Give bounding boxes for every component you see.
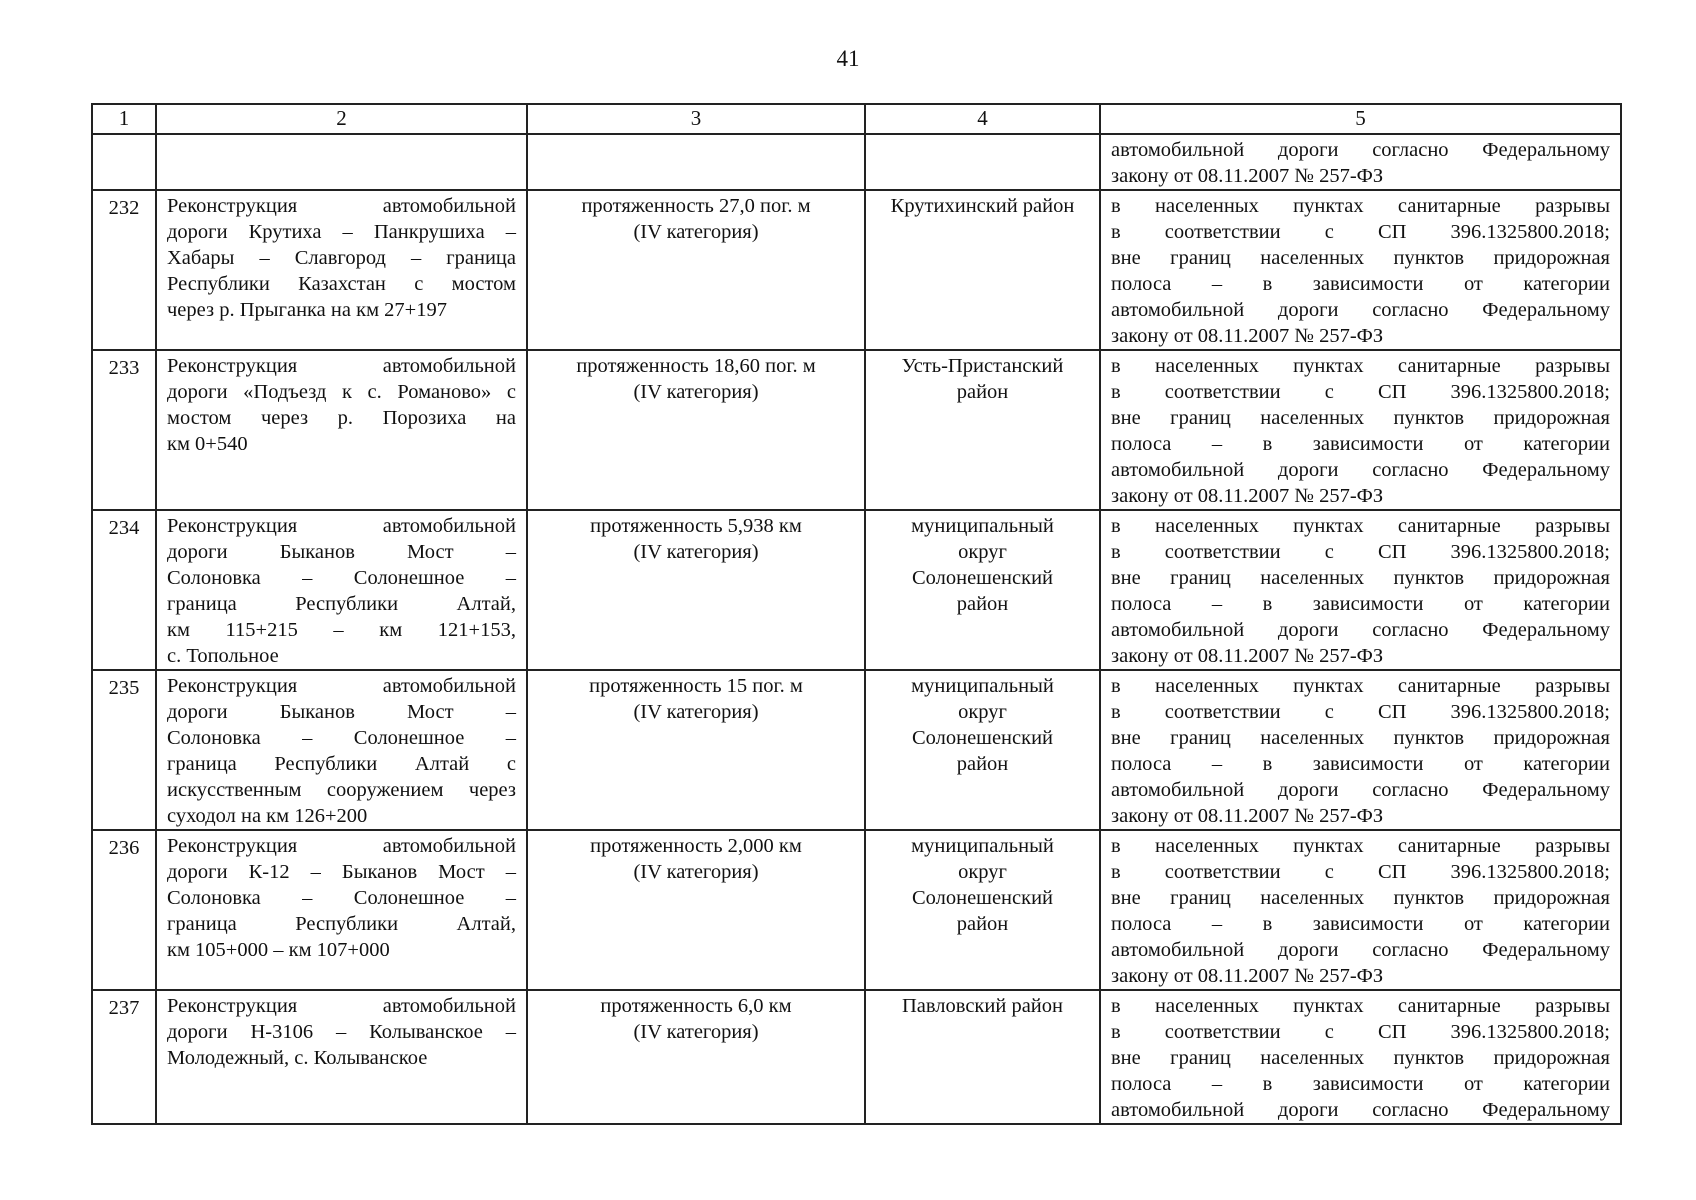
zone-line: в соответствии с СП 396.1325800.2018;: [1111, 541, 1610, 563]
location-line: округ: [958, 861, 1007, 883]
cell-object: [156, 350, 527, 510]
object-line: км 105+000 – км 107+000: [167, 939, 390, 961]
zone-line: в населенных пунктах санитарные разрывы: [1111, 355, 1610, 377]
cell-location: [865, 670, 1100, 830]
object-line: искусственным сооружением через: [167, 779, 516, 801]
cell-characteristics: [527, 510, 865, 670]
characteristics-line: (IV категория): [633, 221, 759, 243]
object-line: граница Республики Алтай с: [167, 753, 516, 775]
cell-characteristics: [527, 190, 865, 350]
zone-line: автомобильной дороги согласно Федеральному: [1111, 139, 1610, 161]
cell-object: [156, 990, 527, 1124]
characteristics-line: протяженность 6,0 км: [600, 995, 792, 1017]
table-row: [92, 350, 1621, 510]
object-line: граница Республики Алтай,: [167, 913, 516, 935]
zone-line: полоса – в зависимости от категории: [1111, 273, 1610, 295]
cell-zone: [1100, 134, 1621, 190]
object-line: Республики Казахстан с мостом: [167, 273, 516, 295]
zone-line: автомобильной дороги согласно Федеральному: [1111, 939, 1610, 961]
zone-line: автомобильной дороги согласно Федеральному: [1111, 459, 1610, 481]
characteristics-line: (IV категория): [633, 541, 759, 563]
characteristics-line: протяженность 18,60 пог. м: [576, 355, 816, 377]
object-line: км 115+215 – км 121+153,: [167, 619, 516, 641]
object-line: дороги Быканов Мост –: [167, 541, 516, 563]
cell-object: [156, 510, 527, 670]
column-header-1: 1: [92, 104, 156, 134]
table-header-row: [92, 104, 1621, 134]
location-line: Усть-Пристанский: [901, 355, 1064, 377]
cell-characteristics: [527, 350, 865, 510]
zone-line: в населенных пунктах санитарные разрывы: [1111, 835, 1610, 857]
object-line: дороги Крутиха – Панкрушиха –: [167, 221, 516, 243]
cell-location: [865, 830, 1100, 990]
zone-line: закону от 08.11.2007 № 257-ФЗ: [1111, 325, 1384, 347]
zone-line: полоса – в зависимости от категории: [1111, 433, 1610, 455]
object-line: дороги «Подъезд к с. Романово» с: [167, 381, 516, 403]
location-line: муниципальный: [911, 835, 1054, 857]
location-line: район: [956, 381, 1009, 403]
zone-line: в соответствии с СП 396.1325800.2018;: [1111, 221, 1610, 243]
cell-characteristics: [527, 830, 865, 990]
cell-location: [865, 190, 1100, 350]
object-line: через р. Прыганка на км 27+197: [167, 299, 447, 321]
zone-line: закону от 08.11.2007 № 257-ФЗ: [1111, 805, 1384, 827]
characteristics-line: протяженность 27,0 пог. м: [581, 195, 811, 217]
row-number: 232: [108, 197, 140, 219]
object-line: суходол на км 126+200: [167, 805, 368, 827]
cell-zone: [1100, 510, 1621, 670]
object-line: Реконструкция автомобильной: [167, 675, 516, 697]
cell-zone: [1100, 830, 1621, 990]
characteristics-line: (IV категория): [633, 381, 759, 403]
document-table: [91, 103, 1622, 1125]
column-header-4: 4: [865, 104, 1100, 134]
location-line: район: [956, 753, 1009, 775]
zone-line: закону от 08.11.2007 № 257-ФЗ: [1111, 645, 1384, 667]
cell-object: [156, 190, 527, 350]
zone-line: закону от 08.11.2007 № 257-ФЗ: [1111, 965, 1384, 987]
cell-number: [92, 830, 156, 990]
object-line: Молодежный, с. Колыванское: [167, 1047, 428, 1069]
cell-location: [865, 350, 1100, 510]
cell-location: [865, 510, 1100, 670]
object-line: Реконструкция автомобильной: [167, 195, 516, 217]
page-number: 41: [836, 46, 860, 71]
cell-number: [92, 990, 156, 1124]
table-row: [92, 510, 1621, 670]
row-number: 234: [108, 517, 140, 539]
cell-characteristics: [527, 134, 865, 190]
object-line: Солоновка – Солонешное –: [167, 567, 516, 589]
zone-line: вне границ населенных пунктов придорожная: [1111, 247, 1610, 269]
object-line: Солоновка – Солонешное –: [167, 727, 516, 749]
location-line: район: [956, 593, 1009, 615]
object-line: км 0+540: [167, 433, 248, 455]
cell-characteristics: [527, 670, 865, 830]
object-line: мостом через р. Порозиха на: [167, 407, 516, 429]
object-line: дороги Быканов Мост –: [167, 701, 516, 723]
object-line: Солоновка – Солонешное –: [167, 887, 516, 909]
cell-number: [92, 670, 156, 830]
zone-line: в населенных пунктах санитарные разрывы: [1111, 195, 1610, 217]
row-number: 237: [108, 997, 140, 1019]
table-row: [92, 830, 1621, 990]
location-line: Павловский район: [901, 995, 1064, 1017]
zone-line: вне границ населенных пунктов придорожная: [1111, 407, 1610, 429]
zone-line: вне границ населенных пунктов придорожная: [1111, 887, 1610, 909]
cell-number: [92, 510, 156, 670]
location-line: Солонешенский: [911, 567, 1054, 589]
zone-line: вне границ населенных пунктов придорожная: [1111, 1047, 1610, 1069]
cell-number: [92, 134, 156, 190]
zone-line: в соответствии с СП 396.1325800.2018;: [1111, 701, 1610, 723]
location-line: муниципальный: [911, 515, 1054, 537]
zone-line: в населенных пунктах санитарные разрывы: [1111, 515, 1610, 537]
zone-line: закону от 08.11.2007 № 257-ФЗ: [1111, 165, 1384, 187]
zone-line: в населенных пунктах санитарные разрывы: [1111, 995, 1610, 1017]
cell-zone: [1100, 190, 1621, 350]
cell-object: [156, 830, 527, 990]
location-line: Солонешенский: [911, 887, 1054, 909]
location-line: округ: [958, 541, 1007, 563]
column-header-2: 2: [156, 104, 527, 134]
zone-line: в населенных пунктах санитарные разрывы: [1111, 675, 1610, 697]
object-line: с. Топольное: [167, 645, 279, 667]
cell-location: [865, 990, 1100, 1124]
table-row: [92, 670, 1621, 830]
characteristics-line: (IV категория): [633, 1021, 759, 1043]
location-line: округ: [958, 701, 1007, 723]
cell-object: [156, 134, 527, 190]
cell-characteristics: [527, 990, 865, 1124]
characteristics-line: протяженность 15 пог. м: [589, 675, 803, 697]
characteristics-line: (IV категория): [633, 861, 759, 883]
row-number: 235: [108, 677, 140, 699]
zone-line: автомобильной дороги согласно Федеральному: [1111, 299, 1610, 321]
cell-object: [156, 670, 527, 830]
zone-line: полоса – в зависимости от категории: [1111, 593, 1610, 615]
object-line: дороги К-12 – Быканов Мост –: [167, 861, 516, 883]
cell-zone: [1100, 990, 1621, 1124]
object-line: Реконструкция автомобильной: [167, 515, 516, 537]
characteristics-line: протяженность 2,000 км: [590, 835, 802, 857]
column-header-3: 3: [527, 104, 865, 134]
cell-zone: [1100, 670, 1621, 830]
location-line: муниципальный: [911, 675, 1054, 697]
table-row: [92, 190, 1621, 350]
characteristics-line: протяженность 5,938 км: [590, 515, 802, 537]
zone-line: полоса – в зависимости от категории: [1111, 753, 1610, 775]
zone-line: вне границ населенных пунктов придорожная: [1111, 567, 1610, 589]
object-line: Реконструкция автомобильной: [167, 355, 516, 377]
cell-number: [92, 350, 156, 510]
object-line: граница Республики Алтай,: [167, 593, 516, 615]
column-header-5: 5: [1100, 104, 1621, 134]
object-line: Реконструкция автомобильной: [167, 835, 516, 857]
zone-line: вне границ населенных пунктов придорожная: [1111, 727, 1610, 749]
zone-line: в соответствии с СП 396.1325800.2018;: [1111, 1021, 1610, 1043]
object-line: Реконструкция автомобильной: [167, 995, 516, 1017]
zone-line: закону от 08.11.2007 № 257-ФЗ: [1111, 485, 1384, 507]
object-line: дороги Н-3106 – Колыванское –: [167, 1021, 516, 1043]
zone-line: автомобильной дороги согласно Федеральному: [1111, 1099, 1610, 1121]
zone-line: в соответствии с СП 396.1325800.2018;: [1111, 861, 1610, 883]
zone-line: полоса – в зависимости от категории: [1111, 913, 1610, 935]
row-number: 233: [108, 357, 140, 379]
table-row: [92, 990, 1621, 1124]
continuation-row: [92, 134, 1621, 190]
location-line: район: [956, 913, 1009, 935]
location-line: Крутихинский район: [890, 195, 1075, 217]
characteristics-line: (IV категория): [633, 701, 759, 723]
zone-line: полоса – в зависимости от категории: [1111, 1073, 1610, 1095]
cell-number: [92, 190, 156, 350]
location-line: Солонешенский: [911, 727, 1054, 749]
zone-line: автомобильной дороги согласно Федеральному: [1111, 619, 1610, 641]
cell-zone: [1100, 350, 1621, 510]
row-number: 236: [108, 837, 140, 859]
object-line: Хабары – Славгород – граница: [167, 247, 516, 269]
zone-line: в соответствии с СП 396.1325800.2018;: [1111, 381, 1610, 403]
cell-location: [865, 134, 1100, 190]
zone-line: автомобильной дороги согласно Федеральному: [1111, 779, 1610, 801]
